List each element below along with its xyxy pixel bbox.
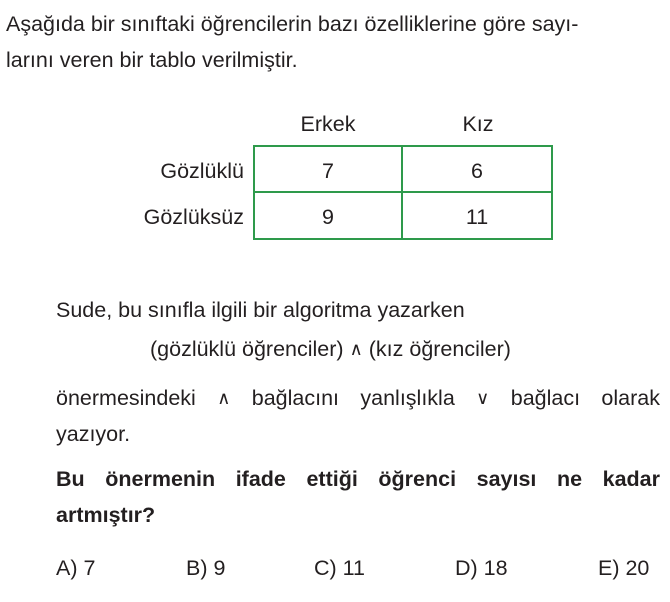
story-line-4: yazıyor. [56, 422, 131, 446]
row-header-gozluksuz: Gözlüksüz [143, 205, 244, 229]
story-line-3 [56, 380, 660, 417]
cell-gozluklu-kiz: 6 [471, 159, 483, 183]
table-border-middle [253, 191, 553, 193]
table-border-bottom [253, 238, 553, 240]
option-e[interactable]: E) 20 [598, 556, 650, 580]
option-b[interactable]: B) 9 [186, 556, 226, 580]
formula [150, 337, 511, 362]
question-line-2: artmıştır? [56, 503, 156, 527]
or-symbol: ∨ [476, 388, 490, 408]
column-header-kiz: Kız [462, 112, 494, 136]
intro-text [6, 6, 666, 78]
story-line-1: Sude, bu sınıfla ilgili bir algoritma yazarken [56, 298, 465, 322]
option-d[interactable]: D) 18 [455, 556, 508, 580]
table-border-center [401, 145, 403, 240]
and-symbol-inline: ∧ [217, 388, 231, 408]
option-a[interactable]: A) 7 [56, 556, 96, 580]
table-border-left [253, 145, 255, 240]
story-line-3-c: bağlacı olarak [510, 386, 660, 410]
option-c[interactable]: C) 11 [314, 556, 365, 580]
formula-right: (kız öğrenciler) [368, 337, 511, 361]
row-header-gozluklu: Gözlüklü [160, 159, 244, 183]
table-border-right [551, 145, 553, 240]
intro-line-1: Aşağıda bir sınıftaki öğrencilerin bazı özelliklerine göre sayı- [6, 12, 579, 36]
cell-gozluklu-erkek: 7 [322, 159, 334, 183]
formula-left: (gözlüklü öğrenciler) [150, 337, 344, 361]
intro-line-2: larını veren bir tablo verilmiştir. [6, 48, 298, 72]
question-line-1: Bu önermenin ifade ettiği öğrenci sayısı ne kadar [56, 467, 660, 491]
and-symbol: ∧ [349, 339, 363, 359]
story-line-3-a: önermesindeki [56, 386, 196, 410]
story-line-3-b: bağlacını yanlışlıkla [251, 386, 455, 410]
cell-gozluksuz-kiz: 11 [465, 205, 489, 229]
column-header-erkek: Erkek [300, 112, 356, 136]
cell-gozluksuz-erkek: 9 [322, 205, 334, 229]
table-border-top [253, 145, 553, 147]
